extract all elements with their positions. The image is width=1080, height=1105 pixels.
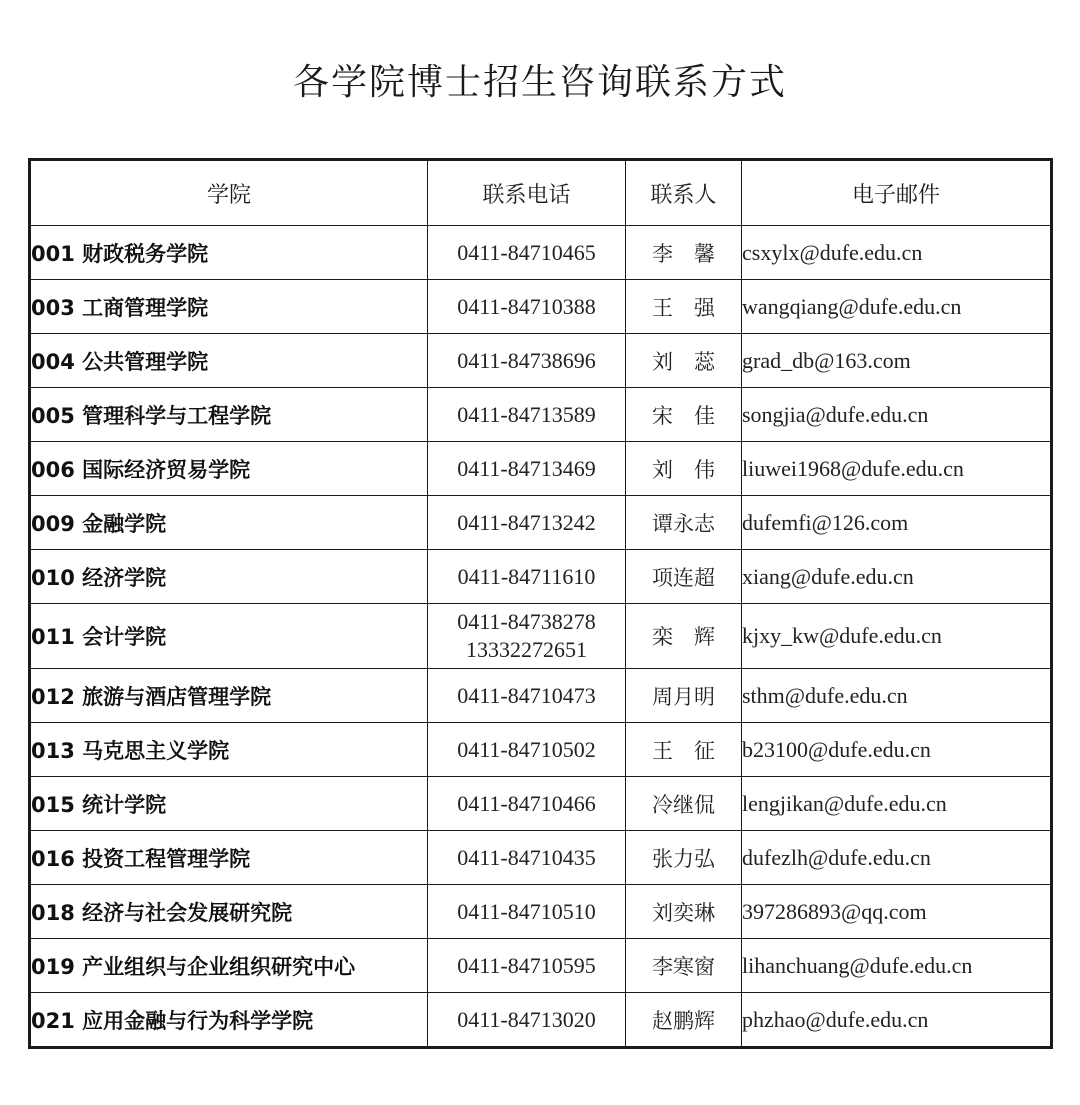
phone-cell: 0411-84713242 [428,496,626,550]
table-row [30,885,1052,939]
phone-cell: 0411-84711610 [428,550,626,604]
email-cell: dufezlh@dufe.edu.cn [742,831,1052,885]
person-cell: 刘奕琳 [626,885,742,939]
college-cell: 001 财政税务学院 [30,226,428,280]
college-cell: 015 统计学院 [30,777,428,831]
college-cell: 009 金融学院 [30,496,428,550]
email-cell: dufemfi@126.com [742,496,1052,550]
college-cell: 013 马克思主义学院 [30,723,428,777]
person-cell: 王 征 [626,723,742,777]
phone-line: 0411-84738278 [457,609,596,634]
table-row [30,496,1052,550]
contacts-table [28,158,1053,1049]
email-cell: 397286893@qq.com [742,885,1052,939]
email-cell: kjxy_kw@dufe.edu.cn [742,604,1052,669]
email-cell: wangqiang@dufe.edu.cn [742,280,1052,334]
table-row [30,604,1052,669]
person-cell: 周月明 [626,669,742,723]
email-cell: lengjikan@dufe.edu.cn [742,777,1052,831]
phone-cell: 0411-84710388 [428,280,626,334]
table-row [30,280,1052,334]
phone-cell: 0411-84710466 [428,777,626,831]
table-row [30,993,1052,1048]
person-cell: 刘 蕊 [626,334,742,388]
phone-cell: 0411-84713469 [428,442,626,496]
college-cell: 016 投资工程管理学院 [30,831,428,885]
header-college: 学院 [30,160,428,226]
table-row [30,550,1052,604]
person-cell: 冷继侃 [626,777,742,831]
table-row [30,723,1052,777]
college-cell: 003 工商管理学院 [30,280,428,334]
table-row [30,831,1052,885]
person-cell: 刘 伟 [626,442,742,496]
table-row [30,388,1052,442]
college-cell: 012 旅游与酒店管理学院 [30,669,428,723]
page-title: 各学院博士招生咨询联系方式 [292,62,787,103]
person-cell: 栾 辉 [626,604,742,669]
person-cell: 李 馨 [626,226,742,280]
email-cell: b23100@dufe.edu.cn [742,723,1052,777]
person-cell: 张力弘 [626,831,742,885]
table-row [30,939,1052,993]
email-cell: csxylx@dufe.edu.cn [742,226,1052,280]
college-cell: 021 应用金融与行为科学学院 [30,993,428,1048]
college-cell: 011 会计学院 [30,604,428,669]
person-cell: 宋 佳 [626,388,742,442]
header-person: 联系人 [626,160,742,226]
table-row [30,669,1052,723]
college-cell: 006 国际经济贸易学院 [30,442,428,496]
phone-cell: 0411-84710465 [428,226,626,280]
person-cell: 李寒窗 [626,939,742,993]
phone-cell: 0411-84710510 [428,885,626,939]
person-cell: 项连超 [626,550,742,604]
phone-cell [428,604,626,669]
email-cell: lihanchuang@dufe.edu.cn [742,939,1052,993]
college-cell: 004 公共管理学院 [30,334,428,388]
header-phone: 联系电话 [428,160,626,226]
phone-cell: 0411-84710473 [428,669,626,723]
person-cell: 赵鹏辉 [626,993,742,1048]
table-row [30,226,1052,280]
email-cell: xiang@dufe.edu.cn [742,550,1052,604]
email-cell: phzhao@dufe.edu.cn [742,993,1052,1048]
phone-cell: 0411-84738696 [428,334,626,388]
college-cell: 018 经济与社会发展研究院 [30,885,428,939]
email-cell: grad_db@163.com [742,334,1052,388]
email-cell: sthm@dufe.edu.cn [742,669,1052,723]
table-row [30,442,1052,496]
header-email: 电子邮件 [742,160,1052,226]
table-row [30,334,1052,388]
table-row [30,777,1052,831]
phone-cell: 0411-84710435 [428,831,626,885]
college-cell: 010 经济学院 [30,550,428,604]
phone-cell: 0411-84710502 [428,723,626,777]
person-cell: 谭永志 [626,496,742,550]
college-cell: 005 管理科学与工程学院 [30,388,428,442]
person-cell: 王 强 [626,280,742,334]
phone-cell: 0411-84710595 [428,939,626,993]
phone-line-mobile: 13332272651 [466,637,587,662]
phone-cell: 0411-84713020 [428,993,626,1048]
email-cell: songjia@dufe.edu.cn [742,388,1052,442]
college-cell: 019 产业组织与企业组织研究中心 [30,939,428,993]
table-header-row [30,160,1052,226]
phone-cell: 0411-84713589 [428,388,626,442]
email-cell: liuwei1968@dufe.edu.cn [742,442,1052,496]
